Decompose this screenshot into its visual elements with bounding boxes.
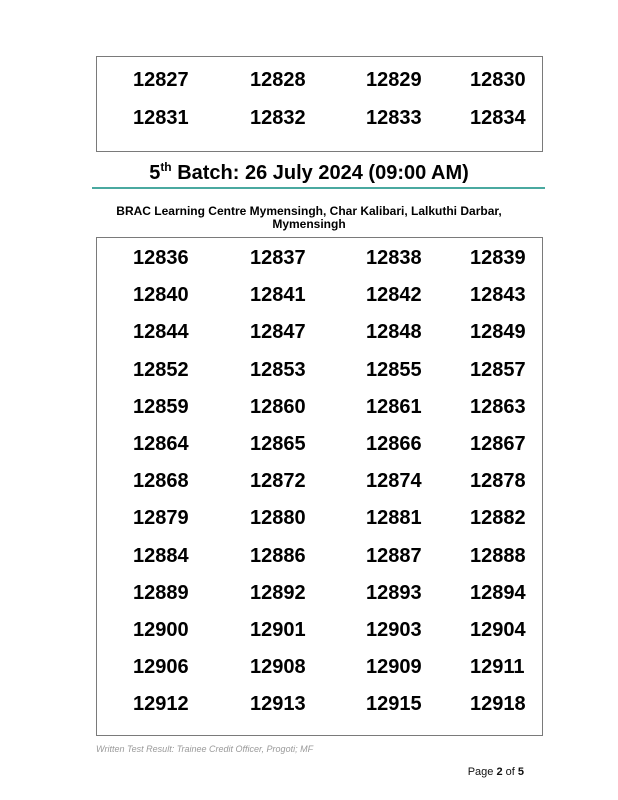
roll-number-row	[97, 280, 542, 310]
roll-number: 12838	[366, 247, 422, 269]
roll-number-row	[97, 429, 542, 459]
roll-number: 12848	[366, 321, 422, 344]
roll-number: 12879	[133, 507, 189, 530]
roll-number: 12882	[470, 507, 526, 530]
roll-number: 12852	[133, 358, 189, 381]
roll-number: 12888	[470, 544, 526, 567]
roll-number: 12836	[133, 247, 189, 269]
footer-note: Written Test Result: Trainee Credit Officer, Progoti; MF	[96, 744, 314, 754]
roll-number: 12884	[133, 544, 189, 567]
roll-number: 12887	[366, 544, 422, 567]
roll-number: 12865	[250, 433, 306, 455]
roll-number: 12847	[250, 321, 306, 344]
roll-number-row	[97, 355, 542, 385]
roll-number: 12827	[133, 69, 189, 91]
roll-number: 12878	[470, 470, 526, 493]
roll-number: 12857	[470, 358, 526, 381]
roll-number: 12849	[470, 321, 526, 344]
roll-number: 12880	[250, 507, 306, 530]
roll-number-row	[97, 652, 542, 682]
roll-number: 12892	[250, 581, 306, 604]
roll-number: 12867	[470, 433, 526, 455]
batch-heading	[0, 160, 618, 186]
roll-number-row	[97, 503, 542, 533]
roll-number: 12831	[133, 107, 189, 129]
roll-number: 12868	[133, 470, 189, 493]
roll-number: 12893	[366, 581, 422, 604]
roll-number: 12913	[250, 693, 306, 716]
roll-number: 12886	[250, 544, 306, 567]
roll-number: 12864	[133, 433, 189, 455]
roll-number: 12829	[366, 69, 422, 91]
roll-number: 12908	[250, 656, 306, 679]
roll-number: 12828	[250, 69, 306, 91]
roll-number: 12842	[366, 284, 422, 307]
roll-number: 12860	[250, 395, 306, 418]
roll-number: 12881	[366, 507, 422, 530]
roll-number: 12840	[133, 284, 189, 307]
roll-number: 12839	[470, 247, 526, 269]
roll-number: 12894	[470, 581, 526, 604]
roll-number: 12906	[133, 656, 189, 679]
roll-number: 12833	[366, 107, 422, 129]
roll-number-row	[97, 392, 542, 422]
page-number: Page 2 of 5	[467, 766, 524, 778]
roll-number-row	[97, 317, 542, 347]
roll-number-row	[97, 541, 542, 571]
heading-divider	[92, 187, 545, 189]
roll-number-row	[97, 243, 542, 273]
roll-number: 12918	[470, 693, 526, 716]
roll-number: 12874	[366, 470, 422, 493]
batch-ordinal-suffix: th	[160, 160, 172, 174]
roll-number-row	[97, 615, 542, 645]
roll-number: 12855	[366, 358, 422, 381]
roll-number: 12872	[250, 470, 306, 493]
roll-number: 12904	[470, 619, 526, 641]
total-pages: 5	[517, 766, 524, 778]
roll-number: 12909	[366, 656, 422, 679]
venue-address: BRAC Learning Centre Mymensingh, Char Kalibari, Lalkuthi Darbar, Mymensingh	[116, 204, 502, 231]
roll-number-row	[97, 466, 542, 496]
roll-number: 12843	[470, 284, 526, 307]
roll-number: 12844	[133, 321, 189, 344]
roll-number: 12830	[470, 69, 526, 91]
roll-number: 12861	[366, 395, 422, 418]
roll-number: 12911	[470, 656, 525, 679]
roll-number: 12900	[133, 619, 189, 641]
roll-number-row	[97, 103, 542, 133]
batch-number: 5	[149, 162, 161, 184]
roll-number: 12912	[133, 693, 189, 716]
roll-number: 12903	[366, 619, 422, 641]
roll-number-row	[97, 65, 542, 95]
roll-number: 12837	[250, 247, 306, 269]
roll-number: 12832	[250, 107, 306, 129]
roll-number: 12834	[470, 107, 526, 129]
roll-number: 12889	[133, 581, 189, 604]
batch-date-time: Batch: 26 July 2024 (09:00 AM)	[171, 162, 469, 184]
roll-number-box-top	[96, 56, 543, 152]
roll-number: 12863	[470, 395, 526, 418]
roll-number: 12853	[250, 358, 306, 381]
roll-number-row	[97, 689, 542, 719]
current-page: 2	[496, 766, 503, 778]
roll-number-row	[97, 578, 542, 608]
roll-number: 12901	[250, 619, 306, 641]
roll-number: 12859	[133, 395, 189, 418]
roll-number: 12866	[366, 433, 422, 455]
roll-number-box-main	[96, 237, 543, 736]
roll-number: 12841	[250, 284, 306, 307]
roll-number: 12915	[366, 693, 422, 716]
